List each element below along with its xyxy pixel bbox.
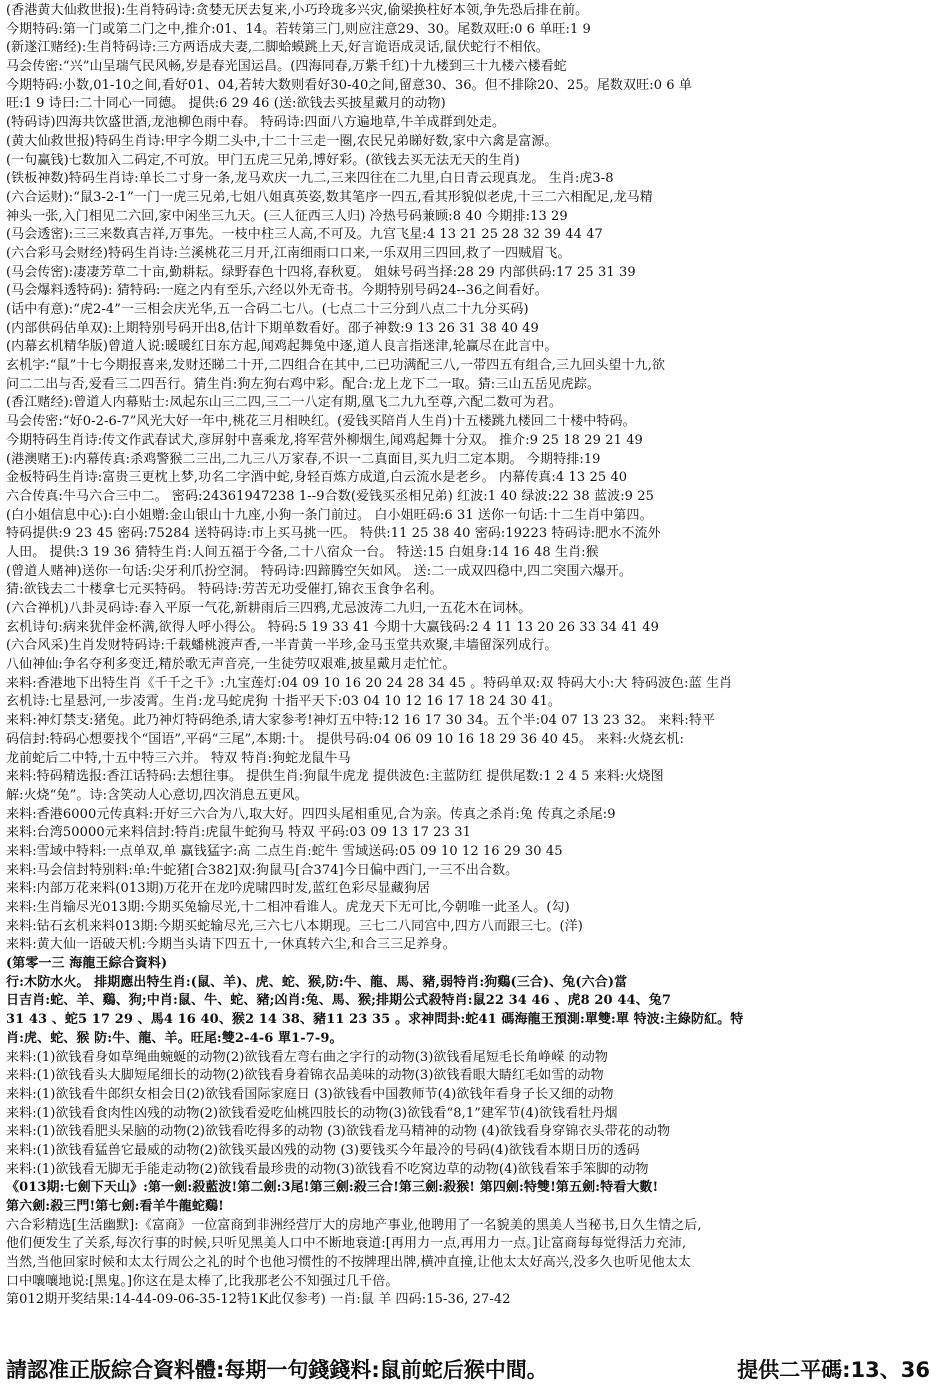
- text-line: 码信封:特码心想要找个“国语”,平码“三尾”,本期:十。 提供号码:04 06 09 10 16 18 29 36 40 45。 来料:火烧玄机:: [6, 731, 684, 747]
- text-line: (内部供码估单双):上期特别号码开出8,估计下期单数看好。邵子神数:9 13 26 31 38 40 49: [6, 320, 539, 336]
- text-line: (新遂江赌经):生肖特码诗:三方两语成夫妻,二脚蛤蟆跳上天,好言诡语成灵话,鼠伏蛇行不相依。: [6, 40, 549, 56]
- text-line: 来料:(1)欲钱看无脚无手能走动物(2)欲钱看最珍贵的动物(3)欲钱看不吃窝边草的动物(4)欲钱看笨手笨脚的动物: [6, 1161, 649, 1177]
- text-line: 来料:(1)欲钱看头大脚短尾细长的动物(2)欲钱看身着锦衣品美味的动物(3)欲钱看眼大睛红毛如雪的动物: [6, 1068, 604, 1084]
- text-line: 31 43 、蛇5 17 29 、馬4 16 40、猴2 14 38、豬11 23 35 。求神問卦:蛇41 碼海龍王預測:單雙:單 特波:主綠防紅。特: [6, 1012, 744, 1028]
- text-line: 来料:(1)欲钱看肥头呆脑的动物(2)欲钱看吃得多的动物 (3)欲钱看龙马精神的动物 (4)欲钱看身穿锦衣头带花的动物: [6, 1124, 671, 1140]
- text-line: 口中嚷嚷地说:[黑鬼。]你这在是太棒了,比我那老公不知强过几千倍。: [6, 1273, 399, 1289]
- text-line: 来料:台湾50000元来料信封:特肖:虎鼠牛蛇狗马 特双 平码:03 09 13 17 23 31: [6, 825, 471, 841]
- text-line: 第012期开奖结果:14-44-09-06-35-12特1K此仅参考) 一肖:鼠 羊 四码:15-36, 27-42: [6, 1292, 511, 1308]
- text-line: 旺:1 9 诗曰:二十同心一同德。 提供:6 29 46 (送:欲钱去买披星戴月的动物): [6, 96, 446, 112]
- text-line: (香江赌经):曾道人内幕贴士:凤起东山三二四,三二一八定有期,凰飞二九九至尊,六配二数可为君。: [6, 395, 563, 411]
- text-line: (六合彩马会财经)特码生肖诗:兰溪桃花三月开,江南细雨口口来,一乐双用三四回,救了一四贼眉飞。: [6, 245, 571, 261]
- text-line: 来料:黄大仙一语破天机:今期当头请下四五十,一休真转六尘,和合三三足养身。: [6, 937, 456, 953]
- text-line: 日吉肖:蛇、羊、鷄、狗;中肖:鼠、牛、蛇、豬;凶肖:兔、馬、猴;排期公式殺特肖:鼠22 34 46 、虎8 20 44、兔7: [6, 993, 671, 1009]
- text-line: 来料:(1)欲钱看身如草绳曲蜿蜒的动物(2)欲钱看左弯右曲之字行的动物(3)欲钱看尾短毛长角峥嵘 的动物: [6, 1049, 608, 1065]
- text-line: 来料:特码精选报:香江话特码:去想往事。 提供生肖:狗鼠牛虎龙 提供波色:主蓝防红 提供尾数:1 2 4 5 来料:火烧图: [6, 769, 664, 785]
- text-line: 六合彩精选[生活幽默]:《富商》一位富商到非洲经营厅大的房地产事业,他聘用了一名貌美的黑美人当秘书,日久生情之后,: [6, 1217, 702, 1233]
- text-line: (马会透密):三三来数真吉祥,万事先。一枝中柱三人高,不可及。九宫飞星:4 13 21 25 28 32 39 44 47: [6, 227, 603, 243]
- text-line: 当然,当他回家时候和太太行周公之礼的时个也他习惯性的不按牌理出牌,横冲直撞,让他太太好高兴,没多久也听见他太太: [6, 1255, 692, 1271]
- text-line: 解:火烧“兔”。诗:含笑动人心意切,四次消息五更风。: [6, 787, 308, 803]
- text-line: (六合禅机)八卦灵码诗:春入平原一气花,新耕雨后三四鸦,尤忌波涛二九归,一五花木在词林。: [6, 601, 532, 616]
- text-line: (话中有意):“虎2-4”一三相会庆光华,五一合码二七八。(七点二十三分到八点二十九分买码): [6, 302, 529, 317]
- text-line: (特码诗)四海共饮盛世酒,龙池柳色雨中春。 特码诗:四面八方遍地草,牛羊成群到处走。: [6, 115, 506, 131]
- footer-slogan: 請認准正版綜合資料體:每期一句錢錢料:鼠前蛇后猴中間。: [6, 1358, 548, 1382]
- text-line: 来料:香港6000元传真料:开好三六合为八,取大好。四四头尾相重见,合为亲。传真之杀肖:兔 传真之杀尾:9: [6, 806, 616, 822]
- text-line: (一句赢钱)七数加入二码定,不可放。甲门五虎三兄弟,博好彩。(欲钱去买无法无天的生肖): [6, 152, 520, 168]
- text-line: 来料:生肖输尽光013期:今期买兔输尽光,十二相冲看谁人。虎龙天下无可比,今朝唯一此圣人。(勾): [6, 900, 570, 915]
- text-line: 神头一张,入门相见二六回,家中闲坐三九天。(三人征西三人归) 冷热号码兼顾:8 40 今期排:13 29: [6, 208, 568, 224]
- text-line: 八仙神仙:争名夺利多变迁,精於歌无声音亮,一生徒劳叹艰难,披星戴月走忙忙。: [6, 657, 456, 673]
- text-line: (铁板神数)特码生肖诗:单长二寸身一条,龙马欢庆一九二,三来四往在二九里,白日青云现真龙。 生肖:虎3-8: [6, 171, 614, 187]
- text-line: 马会传密:“好0-2-6-7”风光大好一年中,桃花三月相映红。(爱钱买陪肖人生肖)十五楼跳九楼回二十楼中特码。: [6, 414, 636, 430]
- text-line: 今期特码生肖诗:传文作武春试犬,彦屏射中喜乘龙,将军营外柳烟生,闻鸡起舞十分双。 推介:9 25 18 29 21 49: [6, 432, 643, 448]
- text-line: (白小姐信息中心):白小姐赠:金山银山十九座,小狗一条门前过。 白小姐旺码:6 31 送你一句话:十二生肖中第四。: [6, 507, 653, 523]
- text-line: 今期特码:小数,01-10之间,看好01、04,若转大数则看好30-40之间,留意30、36。但不排除20、25。尾数双旺:0 6 单: [6, 77, 693, 93]
- text-line: (港澳赌王):内幕传真:杀鸡警猴二三出,二九三八万家春,不识一二真面目,买九归二定本期。 今期特排:19: [6, 451, 601, 467]
- text-line: 龙前蛇后二中特,十五中特三六并。 特双 特肖:狗蛇龙鼠牛马: [6, 750, 351, 766]
- text-line: 问二二出与否,爱看三二四吾行。猜生肖:狗左狗右鸡中彩。配合:龙上龙下二一取。猜:三山五岳见虎踪。: [6, 376, 601, 392]
- text-line: 马会传密:“兴”山呈瑞气民风畅,岁是春光国运昌。(四海同春,万紫千红)十九楼到三十九楼六楼看蛇: [6, 59, 567, 75]
- text-line: (马会爆料透特码): 猜特码:一庭之内有至乐,六经以外无奇书。今期特别号码24--36之间看好。: [6, 283, 548, 299]
- text-lines: [6, 2, 930, 1310]
- text-line: 来料:(1)欲钱看食肉性凶残的动物(2)欲钱看爱吃仙桃四肢长的动物(3)欲钱看“8,1”建军节(4)欲钱看牡丹烟: [6, 1105, 618, 1121]
- text-line: 行:木防水火。 排期應出特生肖:(鼠、羊)、虎、蛇、猴,防:牛、龍、馬、豬,弱特肖:狗鷄(三合)、兔(六合)當: [6, 974, 628, 990]
- footer-two-numbers: 提供二平碼:13、36: [737, 1358, 930, 1382]
- text-line: (黄大仙救世报)特码生肖诗:甲字今期二头中,十二十三走一圈,农民兄弟睇好数,家中六禽是富源。: [6, 133, 558, 149]
- text-line: (第零一三 海龍王綜合資料): [6, 956, 168, 972]
- text-line: 玄机诗句:病来犹伴金杯满,欲得人呼小得公。 特码:5 19 33 41 今期十大赢钱码:2 4 11 13 20 26 33 34 41 49: [6, 619, 659, 635]
- text-line: 来料:(1)欲钱看猛兽它最威的动物(2)欲钱买最凶残的动物 (3)要钱买今年最冷的号码(4)欲钱看本期日历的透码: [6, 1142, 640, 1158]
- text-line: (曾道人赌神)送你一句话:尖牙利爪扮空洞。 特码诗:四蹄腾空矢如风。 送:二一成双四稳中,四二突围六爆开。: [6, 563, 632, 579]
- text-line: 来料:内部万花来料(013期)万花开在龙吟虎啸四时发,蓝红色彩尽显藏狗居: [6, 881, 431, 897]
- text-line: 第六劍:殺三門!第七劍:看羊牛龍蛇鷄!: [6, 1199, 224, 1214]
- text-line: 他们便发生了关系,每次行事的时候,只听见黑美人口中不断地衰道:[再用力一点,再用力一点。]让富商每每觉得活力充沛,: [6, 1236, 687, 1252]
- text-line: (内幕玄机精华版)曾道人说:暖暖红日东方起,闻鸡起舞兔中逐,道人良言指迷津,轮赢尽在此言中。: [6, 339, 558, 355]
- text-line: 《013期:七劍下天山》:第一劍:殺藍波!第二劍:3尾!第三劍:殺三合!第三劍:殺猴! 第四劍:特雙!第五劍:特看大數!: [6, 1180, 659, 1196]
- text-line: (马会传密):凄凄芳草二十亩,勤耕耘。绿野春色十四将,春秋夏。 姐妹号码当择:28 29 内部供码:17 25 31 39: [6, 264, 636, 280]
- text-line: 肖:虎、蛇、猴 防:牛、龍、羊。旺尾:雙2-4-6 單1-7-9。: [6, 1030, 343, 1046]
- text-line: (六合风采)生肖发财特码诗:千载蟠桃渡声香,一半青黄一半珍,金马玉堂共欢聚,丰墙留深列成行。: [6, 638, 558, 654]
- text-line: 来料:(1)欲钱看牛郎织女相会日(2)欲钱看国际家庭日 (3)欲钱看中国教师节(4)欲钱年看身子长又细的动物: [6, 1086, 614, 1102]
- text-line: 来料:钻石玄机来料013期:今期买蛇输尽光,三六七八本期现。三七二八同宫中,四方八而跟三七。(洋): [6, 918, 583, 934]
- text-line: 来料:香港地下出特生肖《千千之千》:九宝莲灯:04 09 10 16 20 24 28 34 45 。特码单双:双 特码大小:大 特码波色:蓝 生肖: [6, 675, 733, 691]
- text-line: (六合运财):“鼠3-2-1”一门一虎三兄弟,七姐八姐真英姿,数其笔序一四五,看其形貌似老虎,十三二六相配足,龙马精: [6, 189, 653, 205]
- text-line: 来料:马会信封特别料:单:牛蛇猪[合382]双:狗鼠马[合374]今日偏中西门,一三不出合数。: [6, 862, 519, 878]
- text-line: 人田。 提供:3 19 36 猜特生肖:人间五福于今备,二十八宿众一台。 特送:15 白姐身:14 16 48 生肖:猴: [6, 544, 599, 560]
- footer-banner: [6, 1356, 930, 1384]
- text-line: 金板特码生肖诗:富贵三更枕上梦,功名二字酒中蛇,身轻百炼方成道,白云流水是老乡。 内幕传真:4 13 25 40: [6, 470, 628, 486]
- text-line: 来料:雪域中特料:一点单双,单 赢钱猛字:高 二点生肖:蛇牛 雪域送码:05 09 10 12 16 29 30 45: [6, 843, 563, 859]
- text-line: 来料:神灯禁支:猪兔。此乃神灯特码绝杀,请大家参考!神灯五中特:12 16 17 30 34。五个半:04 07 13 23 32。 来料:特平: [6, 713, 716, 729]
- text-line: 猜:欲钱去二十楼拿七元买特码。 特码诗:劳苦无功受催打,锦衣玉食争名利。: [6, 582, 443, 598]
- text-line: (香港黄大仙救世报):生肖特码诗:贪婪无厌去复来,小巧玲珑多兴灾,偷梁换柱好本领,争先恐后排在前。: [6, 3, 589, 18]
- text-line: 玄机字:“鼠”十七今期报喜来,发财还睇二十开,二四组合在其中,二已功满配三八,一带四五有组合,三九回头望十九,欲: [6, 358, 666, 374]
- text-line: 今期特码:第一门或第二门之中,推介:01、14。若转第三门,则应注意29、30。尾数双旺:0 6 单旺:1 9: [6, 21, 591, 37]
- text-line: 六合传真:牛马六合三中二。 密码:24361947238 1--9合数(爱钱买丞相兄弟) 红波:1 40 绿波:22 38 蓝波:9 25: [6, 488, 655, 504]
- text-line: 玄机诗:七星悬河,一步凌霄。生肖:龙马蛇虎狗 十指平天下:03 04 10 12 16 17 18 24 30 41。: [6, 694, 561, 710]
- text-line: 特码提供:9 23 45 密码:75284 送特码诗:市上买马挑一匹。 特供:11 25 38 40 密码:19223 特码诗:肥水不流外: [6, 526, 661, 542]
